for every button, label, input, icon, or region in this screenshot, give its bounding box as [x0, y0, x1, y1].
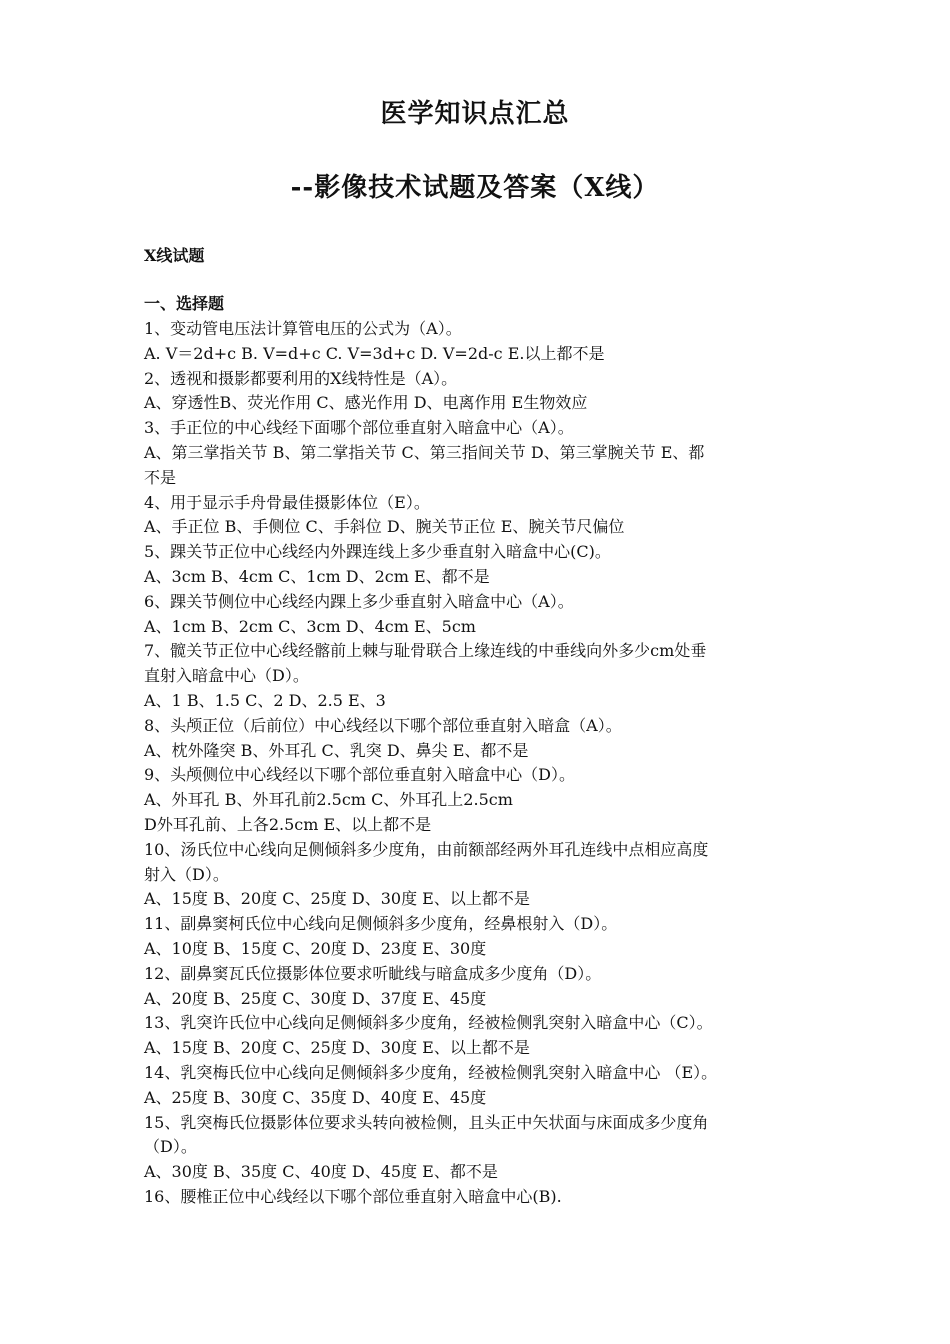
question-line: 11、副鼻窦柯氏位中心线向足侧倾斜多少度角，经鼻根射入（D）。 [144, 914, 618, 934]
options-line: A、1cm B、2cm C、3cm D、4cm E、5cm [144, 616, 476, 636]
section-heading: X线试题 [144, 246, 205, 265]
question-line: 16、腰椎正位中心线经以下哪个部位垂直射入暗盒中心(B). [144, 1186, 562, 1206]
question-line: 9、头颅侧位中心线经以下哪个部位垂直射入暗盒中心（D）。 [144, 765, 576, 785]
options-line: A、枕外隆突 B、外耳孔 C、乳突 D、鼻尖 E、都不是 [144, 740, 529, 760]
options-line: A、30度 B、35度 C、40度 D、45度 E、都不是 [144, 1162, 498, 1182]
question-line: 7、髋关节正位中心线经髂前上棘与耻骨联合上缘连线的中垂线向外多少cm处垂 [144, 641, 707, 661]
question-line: 6、踝关节侧位中心线经内踝上多少垂直射入暗盒中心（A）。 [144, 591, 574, 611]
subsection-heading: 一、选择题 [144, 294, 225, 313]
question-line: （D）。 [144, 1137, 197, 1157]
question-line: 10、汤氏位中心线向足侧倾斜多少度角，由前额部经两外耳孔连线中点相应高度 [144, 839, 709, 859]
options-line: A、15度 B、20度 C、25度 D、30度 E、以上都不是 [144, 1038, 530, 1058]
question-line: 3、手正位的中心线经下面哪个部位垂直射入暗盒中心（A）。 [144, 418, 574, 438]
question-line: 8、头颅正位（后前位）中心线经以下哪个部位垂直射入暗盒（A）。 [144, 715, 622, 735]
question-line: 1、变动管电压法计算管电压的公式为（A）。 [144, 319, 462, 338]
question-line: 15、乳突梅氏位摄影体位要求头转向被检侧，且头正中矢状面与床面成多少度角 [144, 1112, 709, 1132]
question-line: 12、副鼻窦瓦氏位摄影体位要求听眦线与暗盒成多少度角（D）。 [144, 963, 602, 983]
document-title: 医学知识点汇总 [380, 99, 570, 129]
question-line: 5、踝关节正位中心线经内外踝连线上多少垂直射入暗盒中心(C)。 [144, 542, 611, 562]
options-line: A、1 B、1.5 C、2 D、2.5 E、3 [144, 690, 386, 710]
options-line: A、10度 B、15度 C、20度 D、23度 E、30度 [144, 938, 487, 958]
options-line: A、20度 B、25度 C、30度 D、37度 E、45度 [144, 988, 487, 1008]
question-list [144, 317, 814, 1210]
question-line: 13、乳突许氏位中心线向足侧倾斜多少度角，经被检侧乳突射入暗盒中心（C）。 [144, 1013, 713, 1033]
options-line: A. V＝2d+c B. V=d+c C. V=3d+c D. V=2d-c E.以上都不是 [144, 343, 605, 363]
options-line: 不是 [144, 467, 177, 487]
options-line: A、15度 B、20度 C、25度 D、30度 E、以上都不是 [144, 889, 530, 909]
question-line: 直射入暗盒中心（D）。 [144, 666, 309, 686]
options-line: A、手正位 B、手侧位 C、手斜位 D、腕关节正位 E、腕关节尺偏位 [144, 517, 625, 537]
question-line: 射入（D）。 [144, 864, 229, 884]
options-line: A、第三掌指关节 B、第二掌指关节 C、第三指间关节 D、第三掌腕关节 E、都 [144, 442, 705, 462]
options-line: D外耳孔前、上各2.5cm E、以上都不是 [144, 814, 432, 834]
document-subtitle: --影像技术试题及答案（X线） [290, 173, 660, 203]
options-line: A、25度 B、30度 C、35度 D、40度 E、45度 [144, 1087, 487, 1107]
question-line: 14、乳突梅氏位中心线向足侧倾斜多少度角，经被检侧乳突射入暗盒中心 （E）。 [144, 1062, 718, 1082]
options-line: A、穿透性B、荧光作用 C、感光作用 D、电离作用 E生物效应 [144, 393, 588, 413]
options-line: A、外耳孔 B、外耳孔前2.5cm C、外耳孔上2.5cm [144, 790, 513, 810]
question-line: 4、用于显示手舟骨最佳摄影体位（E）。 [144, 492, 430, 512]
options-line: A、3cm B、4cm C、1cm D、2cm E、都不是 [144, 566, 490, 586]
question-line: 2、透视和摄影都要利用的X线特性是（A）。 [144, 368, 458, 388]
